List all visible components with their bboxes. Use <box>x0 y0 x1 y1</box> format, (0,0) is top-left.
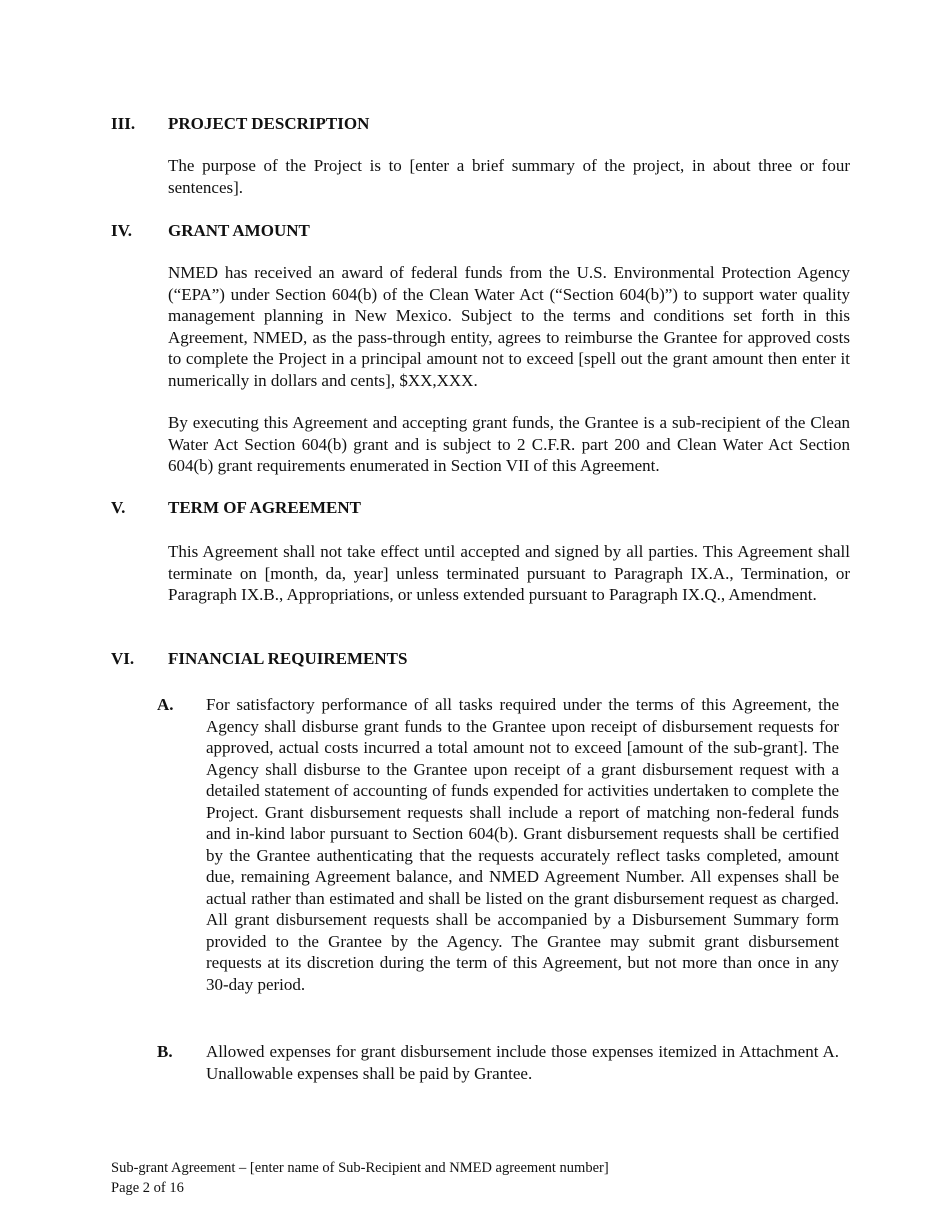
section-project-description-body <box>111 155 851 198</box>
item-letter: B. <box>157 1042 173 1061</box>
section-grant-amount <box>111 220 851 241</box>
item-text: Allowed expenses for grant disbursement include those expenses itemized in Attachment A. Unallowable expenses shall be paid by Grantee. <box>206 1042 839 1083</box>
footer-agreement-name: Sub-grant Agreement – [enter name of Sub-Recipient and NMED agreement number] <box>111 1160 609 1176</box>
section-term-of-agreement <box>111 497 851 518</box>
paragraph: This Agreement shall not take effect until accepted and signed by all parties. This Agreement shall terminate on [month, da, year] unless terminated pursuant to Paragraph IX.A., Termination, or Paragraph IX.B., Appropriations, or unless extended pursuant to Paragraph IX.Q., Amendment. <box>168 542 850 604</box>
footer-page-number: Page 2 of 16 <box>111 1179 184 1196</box>
section-number: VI. <box>111 649 135 668</box>
section-heading <box>111 648 851 669</box>
item-letter: A. <box>157 695 174 714</box>
section-project-description <box>111 113 851 134</box>
section-title: TERM OF AGREEMENT <box>168 498 361 517</box>
section-title: PROJECT DESCRIPTION <box>168 114 370 133</box>
section-title: GRANT AMOUNT <box>168 221 310 240</box>
section-financial-requirements <box>111 648 851 669</box>
section-term-of-agreement-body <box>111 541 851 606</box>
section-number: III. <box>111 114 136 133</box>
section-heading <box>111 220 851 241</box>
section-heading <box>111 113 851 134</box>
paragraph: By executing this Agreement and accepting grant funds, the Grantee is a sub-recipient of the Clean Water Act Section 604(b) grant and is subject to 2 C.F.R. part 200 and Clean Water Act Section 604(b) grant requirements enumerated in Section VII of this Agreement. <box>168 413 850 475</box>
paragraph: The purpose of the Project is to [enter a brief summary of the project, in about three or four sentences]. <box>168 156 850 197</box>
section-title: FINANCIAL REQUIREMENTS <box>168 649 408 668</box>
section-heading <box>111 497 851 518</box>
section-grant-amount-body-2 <box>111 412 851 477</box>
section-number: V. <box>111 498 126 517</box>
section-grant-amount-body-1 <box>111 262 851 391</box>
page-footer <box>111 1159 609 1198</box>
list-item <box>157 694 839 995</box>
list-item <box>157 1041 839 1084</box>
paragraph: NMED has received an award of federal funds from the U.S. Environmental Protection Agency (“EPA”) under Section 604(b) of the Clean Water Act (“Section 604(b)”) to support water quality management planning in New Mexico. Subject to the terms and conditions set forth in this Agreement, NMED, as the pass-through entity, agrees to reimburse the Grantee for approved costs to complete the Project in a principal amount not to exceed [spell out the grant amount then enter it numerically in dollars and cents], $XX,XXX. <box>168 263 850 390</box>
item-text: For satisfactory performance of all tasks required under the terms of this Agreement, the Agency shall disburse grant funds to the Grantee upon receipt of disbursement requests for approved, actual costs incurred a total amount not to exceed [amount of the sub-grant]. The Agency shall disburse to the Grantee upon receipt of a grant disbursement request with a detailed statement of accounting of funds expended for activities undertaken to complete the Project. Grant disbursement requests shall include a report of matching non-federal funds and in-kind labor pursuant to Section 604(b). Grant disbursement requests shall be certified by the Grantee authenticating that the requests accurately reflect tasks completed, amount due, remaining Agreement balance, and NMED Agreement Number. All expenses shall be actual rather than estimated and shall be listed on the grant disbursement request as charged. All grant disbursement requests shall be accompanied by a Disbursement Summary form provided to the Grantee by the Agency. The Grantee may submit grant disbursement requests at its discretion during the term of this Agreement, but not more than once in any 30-day period. <box>206 695 839 994</box>
section-number: IV. <box>111 221 132 240</box>
